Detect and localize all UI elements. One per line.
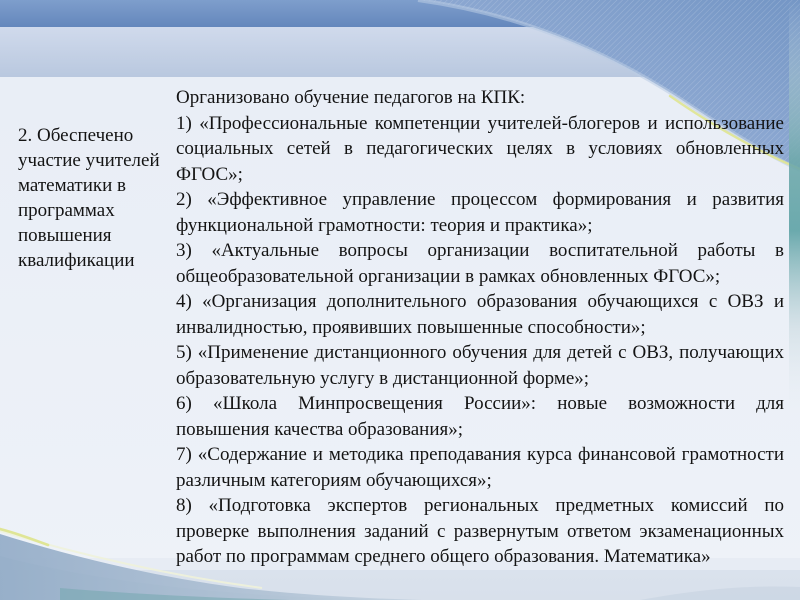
- course-item-5: 5) «Применение дистанционного обучения для детей с ОВЗ, получающих образовательную услугу в дистанционной форме»;: [176, 342, 784, 389]
- main-text-block: [176, 85, 784, 570]
- course-item-4: 4) «Организация дополнительного образования обучающихся с ОВЗ и инвалидностью, проявивших повышенные способности»;: [176, 291, 784, 338]
- course-item-1: 1) «Профессиональные компетенции учителей-блогеров и использование социальных сетей в педагогических целях в условиях обновленных ФГОС»;: [176, 112, 784, 185]
- course-item-7: 7) «Содержание и методика преподавания курса финансовой грамотности различным категориям обучающихся»;: [176, 444, 784, 491]
- course-item-6: 6) «Школа Минпросвещения России»: новые возможности для повышения качества образования»;: [176, 393, 784, 440]
- course-item-3: 3) «Актуальные вопросы организации воспитательной работы в общеобразовательной организации в рамках обновленных ФГОС»;: [176, 240, 784, 287]
- row-label: 2. Обеспечено участие учителей математики в программах повышения квалификации: [18, 125, 160, 271]
- course-item-2: 2) «Эффективное управление процессом формирования и развития функциональной грамотности: теория и практика»;: [176, 189, 784, 236]
- course-item-8: 8) «Подготовка экспертов региональных предметных комиссий по проверке выполнения заданий с развернутым ответом экзаменационных работ по программам среднего общего образования. Математика»: [176, 495, 784, 567]
- intro-line: Организовано обучение педагогов на КПК:: [176, 87, 526, 108]
